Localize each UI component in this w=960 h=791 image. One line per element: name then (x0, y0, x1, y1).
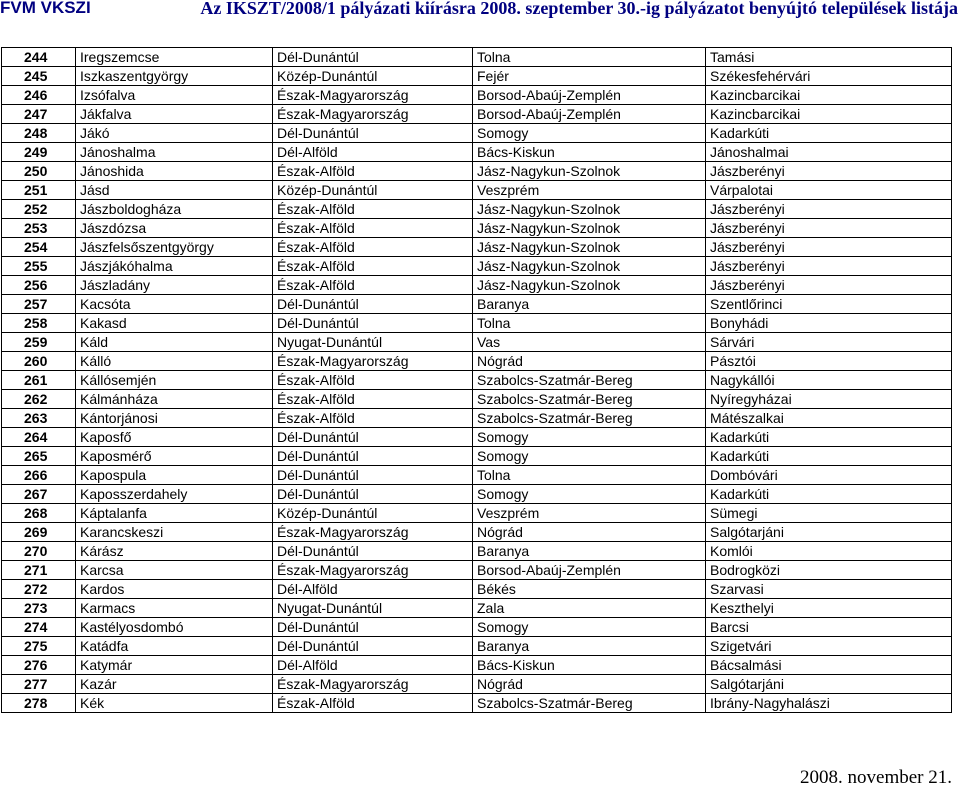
settlement-name-cell: Jászdózsa (76, 219, 273, 238)
row-number-cell: 267 (2, 485, 76, 504)
subregion-cell: Ibrány-Nagyhalászi (706, 694, 952, 713)
table-row (2, 143, 952, 162)
row-number-cell: 264 (2, 428, 76, 447)
row-number-cell: 250 (2, 162, 76, 181)
region-cell: Dél-Dunántúl (273, 485, 473, 504)
county-cell: Tolna (473, 48, 706, 67)
table-row (2, 314, 952, 333)
settlement-table (1, 47, 952, 713)
region-cell: Észak-Magyarország (273, 105, 473, 124)
table-row (2, 86, 952, 105)
region-cell: Dél-Dunántúl (273, 48, 473, 67)
county-cell: Békés (473, 580, 706, 599)
county-cell: Zala (473, 599, 706, 618)
table-row (2, 466, 952, 485)
subregion-cell: Jászberényi (706, 276, 952, 295)
settlement-name-cell: Kárász (76, 542, 273, 561)
subregion-cell: Bácsalmási (706, 656, 952, 675)
footer-date: 2008. november 21. (800, 767, 952, 788)
settlement-name-cell: Karcsa (76, 561, 273, 580)
region-cell: Dél-Dunántúl (273, 637, 473, 656)
subregion-cell: Jászberényi (706, 257, 952, 276)
row-number-cell: 260 (2, 352, 76, 371)
county-cell: Borsod-Abaúj-Zemplén (473, 561, 706, 580)
header-org: FVM VKSZI (0, 0, 91, 17)
subregion-cell: Jászberényi (706, 219, 952, 238)
subregion-cell: Keszthelyi (706, 599, 952, 618)
settlement-name-cell: Jászboldogháza (76, 200, 273, 219)
settlement-name-cell: Iszkaszentgyörgy (76, 67, 273, 86)
table-row (2, 485, 952, 504)
header-title: Az IKSZT/2008/1 pályázati kiírásra 2008. szeptember 30.-ig pályázatot benyújtó települések listája (200, 0, 958, 18)
settlement-name-cell: Katymár (76, 656, 273, 675)
county-cell: Jász-Nagykun-Szolnok (473, 276, 706, 295)
table-row (2, 105, 952, 124)
table-row (2, 675, 952, 694)
region-cell: Közép-Dunántúl (273, 67, 473, 86)
row-number-cell: 262 (2, 390, 76, 409)
row-number-cell: 256 (2, 276, 76, 295)
table-row (2, 352, 952, 371)
row-number-cell: 254 (2, 238, 76, 257)
subregion-cell: Jánoshalmai (706, 143, 952, 162)
subregion-cell: Nyíregyházai (706, 390, 952, 409)
row-number-cell: 263 (2, 409, 76, 428)
table-row (2, 371, 952, 390)
settlement-name-cell: Kálló (76, 352, 273, 371)
subregion-cell: Barcsi (706, 618, 952, 637)
settlement-name-cell: Kék (76, 694, 273, 713)
table-row (2, 656, 952, 675)
subregion-cell: Jászberényi (706, 200, 952, 219)
table-row (2, 219, 952, 238)
county-cell: Szabolcs-Szatmár-Bereg (473, 409, 706, 428)
settlement-name-cell: Káld (76, 333, 273, 352)
subregion-cell: Bonyhádi (706, 314, 952, 333)
settlement-name-cell: Kaposfő (76, 428, 273, 447)
table-row (2, 48, 952, 67)
subregion-cell: Kadarkúti (706, 428, 952, 447)
subregion-cell: Nagykállói (706, 371, 952, 390)
settlement-name-cell: Kállósemjén (76, 371, 273, 390)
county-cell: Baranya (473, 542, 706, 561)
table-row (2, 390, 952, 409)
row-number-cell: 269 (2, 523, 76, 542)
settlement-name-cell: Kaposszerdahely (76, 485, 273, 504)
county-cell: Baranya (473, 637, 706, 656)
subregion-cell: Salgótarjáni (706, 675, 952, 694)
page-header (0, 0, 960, 28)
settlement-name-cell: Jászfelsőszentgyörgy (76, 238, 273, 257)
subregion-cell: Kadarkúti (706, 485, 952, 504)
county-cell: Szabolcs-Szatmár-Bereg (473, 694, 706, 713)
region-cell: Közép-Dunántúl (273, 504, 473, 523)
region-cell: Észak-Alföld (273, 694, 473, 713)
table-row (2, 542, 952, 561)
table-row (2, 276, 952, 295)
region-cell: Észak-Alföld (273, 219, 473, 238)
settlement-name-cell: Kardos (76, 580, 273, 599)
table-row (2, 67, 952, 86)
region-cell: Dél-Alföld (273, 656, 473, 675)
region-cell: Észak-Alföld (273, 276, 473, 295)
settlement-name-cell: Kálmánháza (76, 390, 273, 409)
row-number-cell: 270 (2, 542, 76, 561)
county-cell: Jász-Nagykun-Szolnok (473, 200, 706, 219)
region-cell: Észak-Magyarország (273, 675, 473, 694)
table-row (2, 124, 952, 143)
county-cell: Nógrád (473, 523, 706, 542)
region-cell: Észak-Alföld (273, 409, 473, 428)
row-number-cell: 253 (2, 219, 76, 238)
region-cell: Észak-Alföld (273, 200, 473, 219)
table-row (2, 618, 952, 637)
table-row (2, 409, 952, 428)
table-row (2, 561, 952, 580)
row-number-cell: 255 (2, 257, 76, 276)
subregion-cell: Mátészalkai (706, 409, 952, 428)
row-number-cell: 266 (2, 466, 76, 485)
region-cell: Nyugat-Dunántúl (273, 599, 473, 618)
row-number-cell: 249 (2, 143, 76, 162)
county-cell: Somogy (473, 618, 706, 637)
row-number-cell: 273 (2, 599, 76, 618)
table-row (2, 333, 952, 352)
county-cell: Veszprém (473, 181, 706, 200)
subregion-cell: Pásztói (706, 352, 952, 371)
row-number-cell: 261 (2, 371, 76, 390)
subregion-cell: Sárvári (706, 333, 952, 352)
settlement-name-cell: Kaposmérő (76, 447, 273, 466)
settlement-name-cell: Kántorjánosi (76, 409, 273, 428)
county-cell: Bács-Kiskun (473, 143, 706, 162)
settlement-name-cell: Jászjákóhalma (76, 257, 273, 276)
county-cell: Baranya (473, 295, 706, 314)
subregion-cell: Kazincbarcikai (706, 86, 952, 105)
settlement-name-cell: Kastélyosdombó (76, 618, 273, 637)
table-row (2, 580, 952, 599)
region-cell: Észak-Alföld (273, 390, 473, 409)
region-cell: Dél-Alföld (273, 580, 473, 599)
region-cell: Dél-Dunántúl (273, 314, 473, 333)
subregion-cell: Szarvasi (706, 580, 952, 599)
county-cell: Somogy (473, 428, 706, 447)
region-cell: Dél-Dunántúl (273, 295, 473, 314)
subregion-cell: Várpalotai (706, 181, 952, 200)
county-cell: Borsod-Abaúj-Zemplén (473, 105, 706, 124)
region-cell: Dél-Dunántúl (273, 428, 473, 447)
region-cell: Dél-Dunántúl (273, 466, 473, 485)
settlement-name-cell: Karancskeszi (76, 523, 273, 542)
region-cell: Észak-Alföld (273, 238, 473, 257)
county-cell: Veszprém (473, 504, 706, 523)
table-row (2, 447, 952, 466)
county-cell: Fejér (473, 67, 706, 86)
row-number-cell: 246 (2, 86, 76, 105)
row-number-cell: 268 (2, 504, 76, 523)
settlement-name-cell: Jásd (76, 181, 273, 200)
region-cell: Dél-Dunántúl (273, 618, 473, 637)
settlement-name-cell: Katádfa (76, 637, 273, 656)
table-row (2, 428, 952, 447)
subregion-cell: Dombóvári (706, 466, 952, 485)
settlement-name-cell: Kakasd (76, 314, 273, 333)
row-number-cell: 244 (2, 48, 76, 67)
region-cell: Dél-Alföld (273, 143, 473, 162)
row-number-cell: 277 (2, 675, 76, 694)
settlement-name-cell: Jászladány (76, 276, 273, 295)
settlement-table-body (2, 48, 952, 713)
row-number-cell: 248 (2, 124, 76, 143)
region-cell: Észak-Alföld (273, 371, 473, 390)
table-row (2, 523, 952, 542)
county-cell: Jász-Nagykun-Szolnok (473, 238, 706, 257)
county-cell: Borsod-Abaúj-Zemplén (473, 86, 706, 105)
county-cell: Tolna (473, 314, 706, 333)
settlement-name-cell: Jákó (76, 124, 273, 143)
county-cell: Somogy (473, 124, 706, 143)
settlement-name-cell: Kazár (76, 675, 273, 694)
subregion-cell: Tamási (706, 48, 952, 67)
county-cell: Nógrád (473, 352, 706, 371)
table-row (2, 200, 952, 219)
region-cell: Észak-Magyarország (273, 523, 473, 542)
row-number-cell: 272 (2, 580, 76, 599)
subregion-cell: Komlói (706, 542, 952, 561)
row-number-cell: 257 (2, 295, 76, 314)
subregion-cell: Bodrogközi (706, 561, 952, 580)
county-cell: Jász-Nagykun-Szolnok (473, 219, 706, 238)
table-row (2, 181, 952, 200)
settlement-name-cell: Kapospula (76, 466, 273, 485)
row-number-cell: 265 (2, 447, 76, 466)
subregion-cell: Salgótarjáni (706, 523, 952, 542)
table-row (2, 694, 952, 713)
row-number-cell: 274 (2, 618, 76, 637)
region-cell: Észak-Alföld (273, 257, 473, 276)
table-row (2, 238, 952, 257)
table-row (2, 257, 952, 276)
subregion-cell: Szigetvári (706, 637, 952, 656)
subregion-cell: Jászberényi (706, 238, 952, 257)
table-row (2, 295, 952, 314)
table-row (2, 162, 952, 181)
county-cell: Szabolcs-Szatmár-Bereg (473, 390, 706, 409)
table-row (2, 599, 952, 618)
settlement-name-cell: Iregszemcse (76, 48, 273, 67)
region-cell: Nyugat-Dunántúl (273, 333, 473, 352)
row-number-cell: 275 (2, 637, 76, 656)
settlement-name-cell: Jánoshalma (76, 143, 273, 162)
row-number-cell: 276 (2, 656, 76, 675)
row-number-cell: 259 (2, 333, 76, 352)
region-cell: Dél-Dunántúl (273, 542, 473, 561)
subregion-cell: Kadarkúti (706, 124, 952, 143)
county-cell: Tolna (473, 466, 706, 485)
subregion-cell: Kazincbarcikai (706, 105, 952, 124)
row-number-cell: 245 (2, 67, 76, 86)
subregion-cell: Jászberényi (706, 162, 952, 181)
county-cell: Jász-Nagykun-Szolnok (473, 257, 706, 276)
table-row (2, 504, 952, 523)
settlement-name-cell: Jánoshida (76, 162, 273, 181)
county-cell: Szabolcs-Szatmár-Bereg (473, 371, 706, 390)
row-number-cell: 247 (2, 105, 76, 124)
table-row (2, 637, 952, 656)
county-cell: Somogy (473, 485, 706, 504)
row-number-cell: 278 (2, 694, 76, 713)
region-cell: Észak-Alföld (273, 162, 473, 181)
subregion-cell: Szentlőrinci (706, 295, 952, 314)
row-number-cell: 252 (2, 200, 76, 219)
region-cell: Dél-Dunántúl (273, 124, 473, 143)
settlement-name-cell: Izsófalva (76, 86, 273, 105)
county-cell: Bács-Kiskun (473, 656, 706, 675)
county-cell: Jász-Nagykun-Szolnok (473, 162, 706, 181)
subregion-cell: Székesfehérvári (706, 67, 952, 86)
county-cell: Somogy (473, 447, 706, 466)
row-number-cell: 251 (2, 181, 76, 200)
county-cell: Vas (473, 333, 706, 352)
county-cell: Nógrád (473, 675, 706, 694)
settlement-name-cell: Kacsóta (76, 295, 273, 314)
region-cell: Észak-Magyarország (273, 86, 473, 105)
region-cell: Közép-Dunántúl (273, 181, 473, 200)
subregion-cell: Kadarkúti (706, 447, 952, 466)
settlement-name-cell: Jákfalva (76, 105, 273, 124)
settlement-name-cell: Karmacs (76, 599, 273, 618)
settlement-name-cell: Káptalanfa (76, 504, 273, 523)
region-cell: Észak-Magyarország (273, 561, 473, 580)
row-number-cell: 271 (2, 561, 76, 580)
subregion-cell: Sümegi (706, 504, 952, 523)
region-cell: Észak-Magyarország (273, 352, 473, 371)
region-cell: Dél-Dunántúl (273, 447, 473, 466)
row-number-cell: 258 (2, 314, 76, 333)
